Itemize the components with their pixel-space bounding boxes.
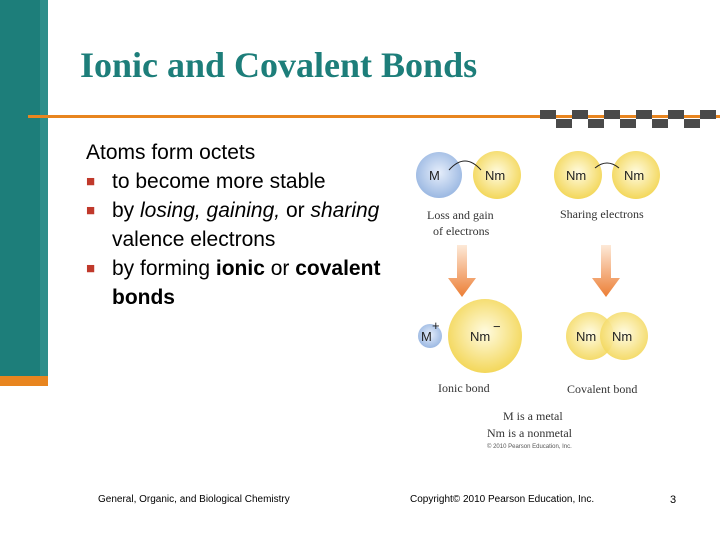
footer-copyright: Copyright© 2010 Pearson Education, Inc.	[410, 494, 595, 505]
nonmetal-atom-label: Nm	[485, 168, 506, 183]
bullet-text: or	[280, 199, 311, 222]
nonmetal-atom-label: Nm	[612, 329, 633, 344]
bullet-square-icon: ■	[86, 260, 96, 277]
bullet-text: by forming	[112, 257, 216, 280]
covalent-bond-label: Covalent bond	[567, 382, 638, 396]
bullet-text: to become more stable	[112, 170, 326, 193]
legend-nonmetal: Nm is a nonmetal	[487, 426, 572, 440]
nonmetal-atom-label: Nm	[576, 329, 597, 344]
slide-body	[86, 138, 406, 312]
nonmetal-ion-charge: −	[493, 319, 501, 334]
page-number: 3	[670, 494, 677, 506]
legend-metal: M is a metal	[503, 409, 563, 423]
down-arrow-icon	[592, 245, 620, 297]
accent-bar-tail	[0, 376, 48, 386]
bullet-emphasis: losing, gaining,	[140, 199, 281, 222]
bullet-item	[86, 254, 406, 312]
nonmetal-atom-label: Nm	[624, 168, 645, 183]
bullet-text: or	[264, 257, 296, 280]
nonmetal-atom-label: Nm	[566, 168, 587, 183]
legend-copyright: © 2010 Pearson Education, Inc.	[487, 444, 572, 450]
bullet-square-icon: ■	[86, 202, 96, 219]
sharing-label: Sharing electrons	[560, 207, 644, 221]
metal-ion-charge: +	[432, 318, 440, 333]
loss-gain-label-2: of electrons	[433, 224, 490, 238]
metal-ion-label: M	[421, 329, 432, 344]
bullet-item	[86, 167, 406, 196]
bullet-strong: ionic	[215, 257, 265, 280]
bullet-text: valence electrons	[112, 228, 276, 251]
metal-atom-label: M	[429, 168, 440, 183]
loss-gain-label-1: Loss and gain	[427, 208, 494, 222]
bullet-strong: covalent bonds	[112, 257, 381, 309]
nonmetal-ion-label: Nm	[470, 329, 491, 344]
bond-diagram	[405, 150, 695, 470]
intro-line: Atoms form octets	[86, 141, 256, 164]
bond-diagram-svg	[405, 150, 695, 470]
left-accent-bar-edge	[40, 0, 48, 386]
ionic-bond-label: Ionic bond	[438, 381, 490, 395]
footer-course: General, Organic, and Biological Chemistry	[98, 494, 290, 505]
slide-title: Ionic and Covalent Bonds	[80, 45, 478, 85]
bullet-emphasis: sharing	[310, 199, 380, 222]
checker-decoration	[540, 110, 720, 128]
down-arrow-icon	[448, 245, 476, 297]
bullet-square-icon: ■	[86, 173, 96, 190]
bullet-text: by	[112, 199, 141, 222]
bullet-item	[86, 196, 406, 254]
